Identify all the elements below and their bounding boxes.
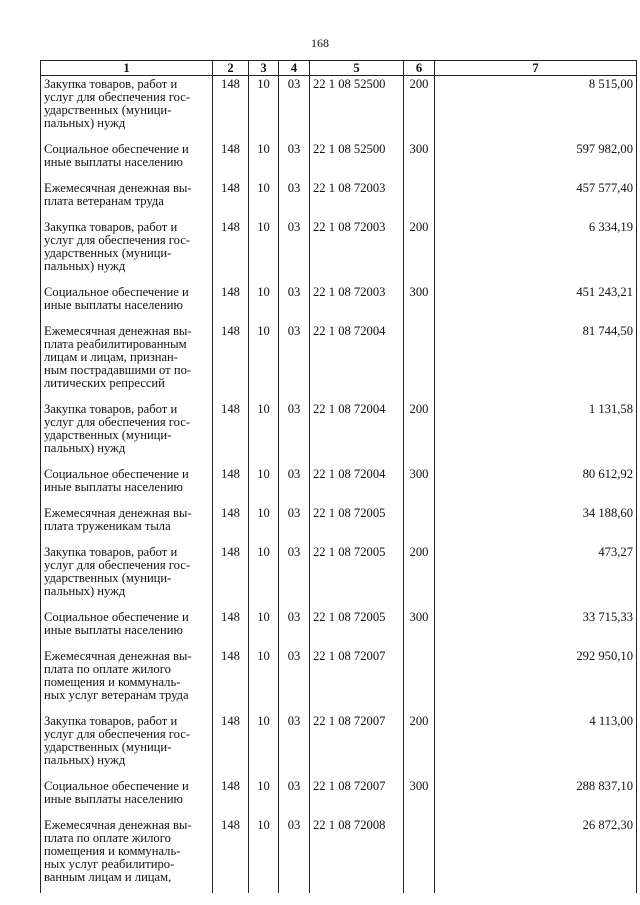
expense-name-line: Социальное обеспечение и [44, 610, 189, 624]
subsection-code: 03 [279, 605, 310, 644]
amount: 33 715,33 [435, 605, 637, 644]
subsection-code: 03 [279, 501, 310, 540]
expense-name-line: иные выплаты населению [44, 155, 183, 169]
expense-name-line: Закупка товаров, работ и [44, 714, 178, 728]
expense-name-line: услуг для обеспечения гос- [44, 558, 191, 572]
table-row [41, 709, 637, 774]
target-article-code: 22 1 08 72005 [310, 605, 404, 644]
amount: 292 950,10 [435, 644, 637, 709]
target-article-code: 22 1 08 72005 [310, 540, 404, 605]
subsection-code: 03 [279, 76, 310, 138]
target-article-code: 22 1 08 72004 [310, 319, 404, 397]
expense-name-line: Ежемесячная денежная вы- [44, 181, 192, 195]
section-code: 10 [249, 501, 279, 540]
target-article-code: 22 1 08 72004 [310, 397, 404, 462]
ministry-code: 148 [213, 137, 249, 176]
table-row [41, 397, 637, 462]
expense-name-line: литических репрессий [44, 376, 165, 390]
expense-name-line: плата ветеранам труда [44, 194, 164, 208]
amount: 597 982,00 [435, 137, 637, 176]
ministry-code: 148 [213, 644, 249, 709]
expense-name [41, 76, 213, 138]
header-row [41, 61, 637, 76]
subsection-code: 03 [279, 215, 310, 280]
expense-name-line: иные выплаты населению [44, 480, 183, 494]
expense-name-line: услуг для обеспечения гос- [44, 90, 191, 104]
table-row [41, 774, 637, 813]
expense-name [41, 501, 213, 540]
target-article-code: 22 1 08 72007 [310, 709, 404, 774]
table-row [41, 605, 637, 644]
target-article-code: 22 1 08 72004 [310, 462, 404, 501]
expense-name-line: ных услуг ветеранам труда [44, 688, 189, 702]
subsection-code: 03 [279, 462, 310, 501]
expense-name-line: пальных) нужд [44, 753, 126, 767]
expense-name-line: Закупка товаров, работ и [44, 545, 178, 559]
expense-type-code: 200 [404, 709, 435, 774]
subsection-code: 03 [279, 709, 310, 774]
amount: 457 577,40 [435, 176, 637, 215]
expense-name-line: Ежемесячная денежная вы- [44, 649, 192, 663]
ministry-code: 148 [213, 813, 249, 893]
ministry-code: 148 [213, 215, 249, 280]
expense-name-line: иные выплаты населению [44, 298, 183, 312]
expense-name-line: Закупка товаров, работ и [44, 220, 178, 234]
section-code: 10 [249, 709, 279, 774]
expense-type-code [404, 501, 435, 540]
expense-type-code: 300 [404, 605, 435, 644]
expense-name-line: пальных) нужд [44, 259, 126, 273]
target-article-code: 22 1 08 72003 [310, 280, 404, 319]
expense-name-line: плата реабилитированным [44, 337, 187, 351]
expense-name-line: Социальное обеспечение и [44, 285, 189, 299]
expense-type-code: 300 [404, 280, 435, 319]
subsection-code: 03 [279, 397, 310, 462]
expense-name-line: помещения и коммуналь- [44, 675, 181, 689]
col-header-4: 4 [279, 61, 310, 76]
ministry-code: 148 [213, 462, 249, 501]
expense-name [41, 605, 213, 644]
table-row [41, 540, 637, 605]
page-number: 168 [311, 36, 329, 50]
target-article-code: 22 1 08 72007 [310, 774, 404, 813]
subsection-code: 03 [279, 176, 310, 215]
target-article-code: 22 1 08 72003 [310, 176, 404, 215]
col-header-7: 7 [435, 61, 637, 76]
expense-type-code: 200 [404, 215, 435, 280]
subsection-code: 03 [279, 280, 310, 319]
subsection-code: 03 [279, 540, 310, 605]
expense-name [41, 644, 213, 709]
expense-name-line: ударственных (муници- [44, 246, 172, 260]
col-header-6: 6 [404, 61, 435, 76]
subsection-code: 03 [279, 137, 310, 176]
col-header-5: 5 [310, 61, 404, 76]
section-code: 10 [249, 605, 279, 644]
ministry-code: 148 [213, 540, 249, 605]
expense-name [41, 813, 213, 893]
amount: 1 131,58 [435, 397, 637, 462]
ministry-code: 148 [213, 605, 249, 644]
expense-name-line: плата труженикам тыла [44, 519, 171, 533]
expense-name-line: пальных) нужд [44, 116, 126, 130]
expense-name-line: ударственных (муници- [44, 571, 172, 585]
ministry-code: 148 [213, 774, 249, 813]
table-row [41, 462, 637, 501]
amount: 451 243,21 [435, 280, 637, 319]
expense-type-code: 300 [404, 774, 435, 813]
subsection-code: 03 [279, 813, 310, 893]
amount: 26 872,30 [435, 813, 637, 893]
expense-name [41, 397, 213, 462]
amount: 34 188,60 [435, 501, 637, 540]
expense-name-line: Закупка товаров, работ и [44, 77, 178, 91]
expense-type-code: 300 [404, 462, 435, 501]
ministry-code: 148 [213, 709, 249, 774]
col-header-3: 3 [249, 61, 279, 76]
expense-type-code: 300 [404, 137, 435, 176]
expense-name-line: пальных) нужд [44, 441, 126, 455]
expense-name [41, 176, 213, 215]
table-row [41, 215, 637, 280]
target-article-code: 22 1 08 52500 [310, 137, 404, 176]
ministry-code: 148 [213, 76, 249, 138]
amount: 4 113,00 [435, 709, 637, 774]
expense-type-code [404, 813, 435, 893]
expense-type-code: 200 [404, 76, 435, 138]
expense-name-line: Социальное обеспечение и [44, 779, 189, 793]
expense-name-line: помещения и коммуналь- [44, 844, 181, 858]
amount: 6 334,19 [435, 215, 637, 280]
expense-name-line: услуг для обеспечения гос- [44, 233, 191, 247]
target-article-code: 22 1 08 72003 [310, 215, 404, 280]
expense-name-line: ванным лицам и лицам, [44, 870, 172, 884]
section-code: 10 [249, 462, 279, 501]
section-code: 10 [249, 280, 279, 319]
table-row [41, 280, 637, 319]
expense-type-code: 200 [404, 397, 435, 462]
expense-name-line: ударственных (муници- [44, 428, 172, 442]
expense-name [41, 280, 213, 319]
table-row [41, 644, 637, 709]
ministry-code: 148 [213, 280, 249, 319]
expense-name-line: иные выплаты населению [44, 792, 183, 806]
expense-name [41, 540, 213, 605]
expense-name [41, 137, 213, 176]
target-article-code: 22 1 08 72007 [310, 644, 404, 709]
expense-type-code [404, 176, 435, 215]
ministry-code: 148 [213, 397, 249, 462]
expense-name [41, 774, 213, 813]
target-article-code: 22 1 08 72008 [310, 813, 404, 893]
target-article-code: 22 1 08 52500 [310, 76, 404, 138]
expense-name [41, 319, 213, 397]
section-code: 10 [249, 397, 279, 462]
section-code: 10 [249, 774, 279, 813]
amount: 288 837,10 [435, 774, 637, 813]
table-row [41, 76, 637, 138]
ministry-code: 148 [213, 176, 249, 215]
amount: 8 515,00 [435, 76, 637, 138]
expense-name-line: ных услуг реабилитиро- [44, 857, 175, 871]
expense-name-line: Ежемесячная денежная вы- [44, 324, 192, 338]
amount: 473,27 [435, 540, 637, 605]
table-row [41, 501, 637, 540]
section-code: 10 [249, 540, 279, 605]
expense-name-line: Социальное обеспечение и [44, 142, 189, 156]
expense-name-line: ударственных (муници- [44, 740, 172, 754]
expense-name-line: ударственных (муници- [44, 103, 172, 117]
col-header-1: 1 [41, 61, 213, 76]
amount: 80 612,92 [435, 462, 637, 501]
expense-name-line: плата по оплате жилого [44, 831, 171, 845]
expense-name [41, 215, 213, 280]
subsection-code: 03 [279, 644, 310, 709]
expense-name-line: услуг для обеспечения гос- [44, 415, 191, 429]
expense-name-line: ным пострадавшими от по- [44, 363, 192, 377]
section-code: 10 [249, 76, 279, 138]
expense-name-line: лицам и лицам, признан- [44, 350, 178, 364]
subsection-code: 03 [279, 774, 310, 813]
expense-name [41, 709, 213, 774]
expense-name [41, 462, 213, 501]
expense-type-code [404, 644, 435, 709]
expense-type-code: 200 [404, 540, 435, 605]
expense-name-line: иные выплаты населению [44, 623, 183, 637]
expense-name-line: Социальное обеспечение и [44, 467, 189, 481]
expense-name-line: Ежемесячная денежная вы- [44, 818, 192, 832]
amount: 81 744,50 [435, 319, 637, 397]
ministry-code: 148 [213, 319, 249, 397]
expense-name-line: пальных) нужд [44, 584, 126, 598]
budget-table [40, 60, 637, 893]
table-row [41, 176, 637, 215]
table-row [41, 137, 637, 176]
expense-name-line: плата по оплате жилого [44, 662, 171, 676]
col-header-2: 2 [213, 61, 249, 76]
section-code: 10 [249, 176, 279, 215]
section-code: 10 [249, 813, 279, 893]
section-code: 10 [249, 215, 279, 280]
expense-name-line: Ежемесячная денежная вы- [44, 506, 192, 520]
section-code: 10 [249, 137, 279, 176]
expense-name-line: услуг для обеспечения гос- [44, 727, 191, 741]
table-row [41, 813, 637, 893]
target-article-code: 22 1 08 72005 [310, 501, 404, 540]
expense-name-line: Закупка товаров, работ и [44, 402, 178, 416]
ministry-code: 148 [213, 501, 249, 540]
section-code: 10 [249, 644, 279, 709]
section-code: 10 [249, 319, 279, 397]
expense-type-code [404, 319, 435, 397]
table-row [41, 319, 637, 397]
subsection-code: 03 [279, 319, 310, 397]
